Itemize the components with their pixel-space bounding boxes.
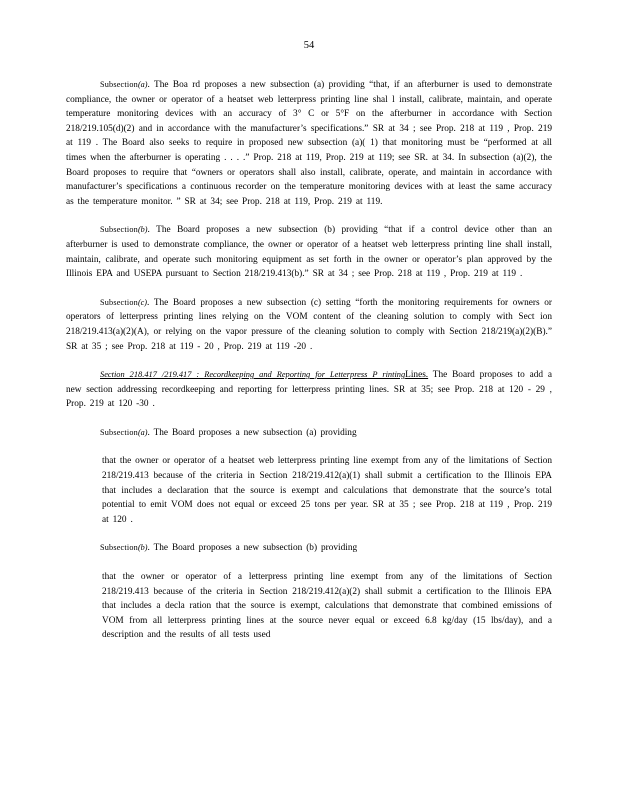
paragraph-text: . The Board proposes a new subsection (b) providing “that if a control device other than an afterburner is used to demonstrate compliance, the owner or operator of a heatset web letterpress printing line shall install, maintain, calibrate, and operate such monitoring equipment as set forth in the owner or operator’s plan approved by the Illinois EPA and USEPA pursuant to Section 218/219.413(b).” SR at 34 ; see Prop. 218 at 119 , Prop. 219 at 119 . bbox=[66, 225, 552, 280]
paragraph-subsection-b2 bbox=[66, 541, 552, 556]
paragraph-text: . The Board proposes a new subsection (b) providing bbox=[147, 543, 358, 554]
subsection-label: Subsection bbox=[100, 427, 138, 437]
paragraph-quote-b: that the owner or operator of a letterpress printing line exempt from any of the limitations of Section 218/219.413 because of the criteria in Section 218/219.412(a)(2) shall submit a certification to the Illinois EPA that includes a decla ration that the source is exempt, calculations that demonstrate that combined emissions of VOM from all letterpress printing lines at the source never equal or exceed 6.8 kg/day (15 lbs/day), and a description and the results of all tests used bbox=[102, 572, 552, 641]
paragraph-text: . The Board proposes a new subsection (c) setting “forth the monitoring requirements for owners or operators of letterpress printing lines relying on the VOM content of the cleaning solution to comply with Sect ion 218/219.413(a)(2)(A), or relying on the vapor pressure of the cleaning solution to comply with Section 218/219(a)(2)(B).” SR at 35 ; see Prop. 218 at 119 - 20 , Prop. 219 at 119 -20 . bbox=[66, 297, 552, 352]
subsection-letter: (a) bbox=[137, 427, 148, 437]
paragraph-subsection-c bbox=[66, 296, 552, 354]
paragraph-subsection-b bbox=[66, 223, 552, 281]
subsection-label: Subsection bbox=[100, 80, 138, 89]
paragraph-text: . The Boa rd proposes a new subsection (a) providing “that, if an afterburner is used to demonstrate compliance, the owner or operator of a heatset web letterpress printing line shal l install, calibrate, maintain, and operate temperature monitoring devices with an accuracy of 3° C or 5°F on the afterburner in accordance with Section 218/219.105(d)(2) and in accordance with the manufacturer’s specifications.” SR at 34 ; see Prop. 218 at 119 , Prop. 219 at 119 . The Board also seeks to require in proposed new subsection (a)( 1) that monitoring must be “performed at all times when the afterburner is operating . . . .” Prop. 218 at 119, Prop. 219 at 119; see SR. at 34. In subsection (a)(2), the Board proposes to require that “owners or operators shall also install, calibrate, operate, and maintain in accordance with manufacturer’s specifications a continuous recorder on the temperature monitoring devices with at least the same accuracy as the temperature monitor. ” SR at 34; see Prop. 218 at 119, Prop. 219 at 119. bbox=[66, 80, 552, 207]
subsection-label: Subsection bbox=[100, 297, 138, 307]
document-body bbox=[66, 78, 552, 657]
section-heading-lines: Lines. bbox=[405, 370, 429, 381]
paragraph-quote-a: that the owner or operator of a heatset web letterpress printing line exempt from any of the limitations of Section 218/219.413 because of the criteria in Section 218/219.412(a)(1) shall submit a certification to the Illinois EPA that includes a declaration that the source is exempt and calculations that demonstrate that the source’s total potential to emit VOM does not equal or exceed 25 tons per year. SR at 35 ; see Prop. 218 at 119 , Prop. 219 at 120 . bbox=[102, 456, 552, 525]
paragraph-text: The Board proposes to add a new section addressing recordkeeping and reporting for letterpress printing lines. SR at 35; see Prop. 218 at 120 - 29 , Prop. 219 at 120 -30 . bbox=[66, 370, 552, 410]
page-number: 54 bbox=[303, 40, 315, 51]
subsection-letter: (b) bbox=[137, 225, 148, 235]
section-heading-title: Section 218.417 /219.417 : Recordkeeping and Reporting for Letterpress P rinting bbox=[100, 370, 406, 380]
paragraph-subsection-a2 bbox=[66, 426, 552, 441]
paragraph-section-heading bbox=[66, 368, 552, 412]
paragraph-subsection-a bbox=[66, 78, 552, 209]
subsection-label: Subsection bbox=[100, 543, 138, 553]
subsection-letter: (a) bbox=[137, 80, 148, 89]
subsection-letter: (b) bbox=[137, 543, 148, 553]
paragraph-text: . The Board proposes a new subsection (a) providing bbox=[147, 427, 357, 438]
subsection-label: Subsection bbox=[100, 225, 138, 235]
subsection-letter: (c) bbox=[137, 297, 148, 307]
